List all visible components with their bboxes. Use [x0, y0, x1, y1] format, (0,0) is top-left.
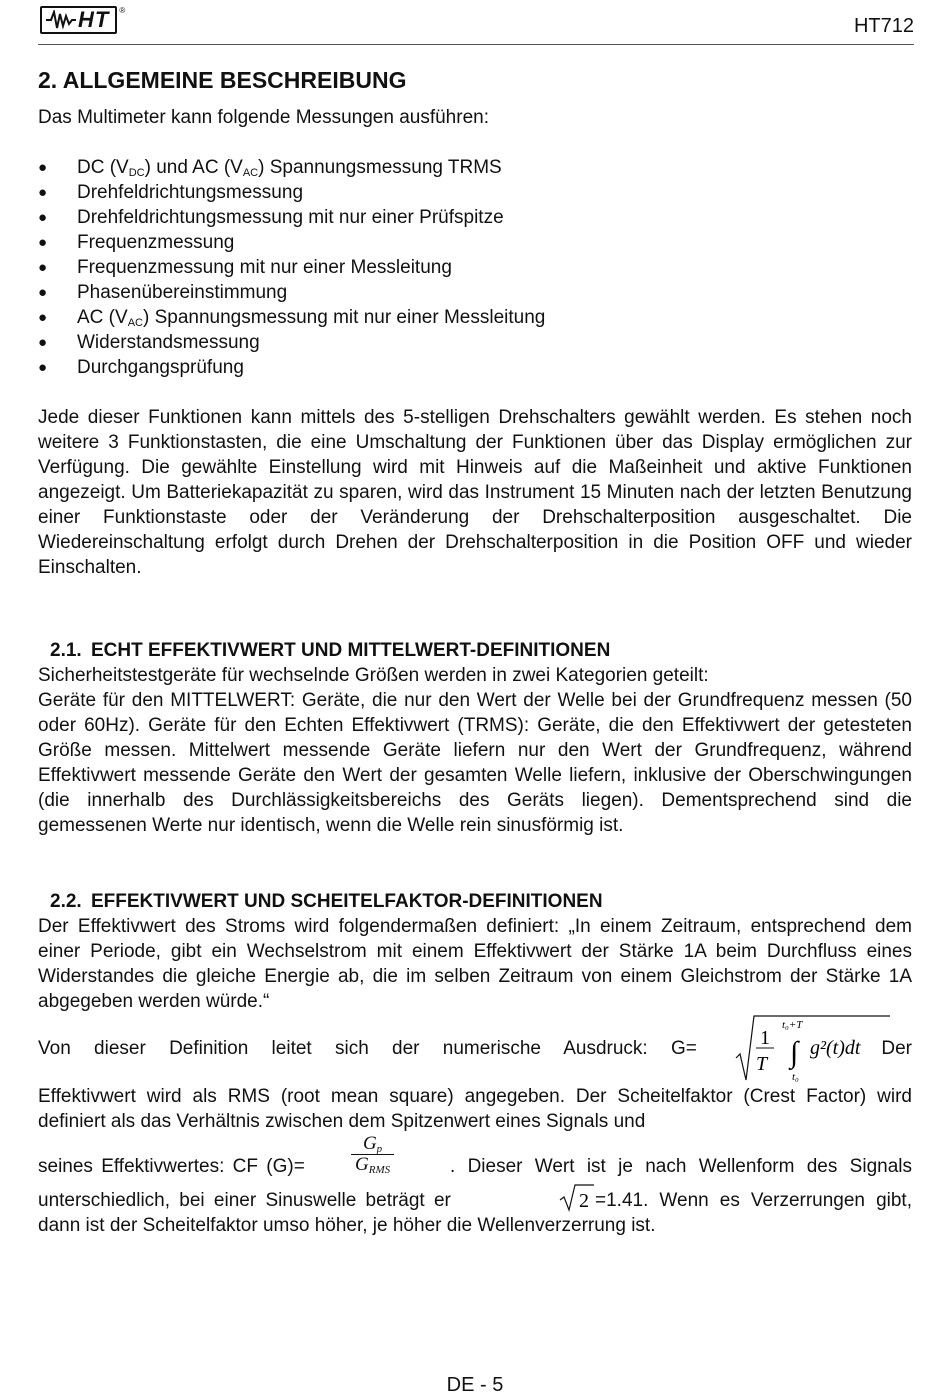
section-title: 2. ALLGEMEINE BESCHREIBUNG	[38, 67, 407, 93]
formula-upper-limit: t₀+T	[782, 1019, 803, 1031]
bullet-icon: ●	[38, 209, 48, 226]
subsection-2-1-title	[38, 638, 912, 663]
bullet-icon: ●	[38, 359, 48, 376]
list-item: ● DC $(V_{DC})$ und AC $(V_{AC})$ Spannungsmessung TRMS	[38, 157, 502, 179]
list-item: ● Phasenübereinstimmung	[38, 282, 288, 303]
bullet-icon: ●	[38, 259, 48, 276]
cf-trail: . Dieser Wert ist je nach Wellenform des Signals	[450, 1156, 912, 1177]
registered-mark: ®	[119, 6, 126, 15]
bullet-icon: ●	[38, 234, 48, 251]
subsection-2-1-line1: Sicherheitstestgeräte für wechselnde Größen werden in zwei Kategorien geteilt:	[38, 665, 709, 686]
subsection-2-2-title	[38, 889, 912, 914]
document-body	[38, 60, 912, 1238]
integral-sign: ∫	[790, 1036, 799, 1069]
subsection-title-text: ECHT EFFEKTIVWERT UND MITTELWERT-DEFINITIONEN	[90, 640, 611, 661]
section-intro: Das Multimeter kann folgende Messungen ausführen:	[38, 107, 489, 128]
subsection-2-1-paragraph: Geräte für den MITTELWERT: Geräte, die nur den Wert der Welle bei der Grundfrequenz messen (50 oder 60Hz). Geräte für den Echten Effektivwert (TRMS): Geräte, die den Effektivwert der getesteten Größe messen. Mittelwert messende Geräte liefern nur den Wert der Grundfrequenz, während Effektivwert messende Geräte den Wert der gesamten Welle liefern, inklusive der Oberschwingungen (die innerhalb des Durchlässigkeitsbereichs des Geräts liegen). Dementsprechend sind die gemessenen Werte nur identisch, wenn die Welle rein sinusförmig ist.	[38, 690, 912, 836]
list-item: ● Widerstandsmessung	[38, 332, 260, 353]
bullet-icon: ●	[38, 309, 48, 326]
list-item: ● Drehfeldrichtungsmessung	[38, 182, 304, 203]
sqrt-value: 2	[579, 1190, 589, 1212]
cf-denominator: G	[355, 1154, 369, 1175]
bullet-icon: ●	[38, 284, 48, 301]
formula-trail: Der	[881, 1038, 912, 1059]
subsection-number: 2.1.	[50, 640, 82, 661]
subsection-number: 2.2.	[50, 891, 82, 912]
formula-lead: Von dieser Definition leitet sich der numerische Ausdruck: G=	[38, 1038, 697, 1059]
formula-integrand: g²(t)dt	[810, 1037, 861, 1059]
subsection-2-2-paragraph1: Der Effektivwert des Stroms wird folgendermaßen definiert: „In einem Zeitraum, entsprechend dem einer Periode, gibt ein Wechselstrom mit einem Effektivwert der Stärke 1A beim Durchfluss eines Widerstandes die gleiche Energie ab, die im selben Zeitraum von einem Gleichstrom der Stärke 1A abgegeben werden würde.“	[38, 916, 912, 1012]
page-header	[38, 0, 914, 45]
logo-text: HT	[78, 7, 110, 32]
measurement-list	[38, 155, 912, 380]
list-item: ● Frequenzmessung	[38, 232, 235, 253]
subsection-title-text: EFFEKTIVWERT UND SCHEITELFAKTOR-DEFINITIONEN	[90, 891, 603, 912]
sqrt-trail: =1.41. Wenn es Verzerrungen gibt,	[595, 1190, 912, 1211]
waveform-icon	[46, 10, 76, 30]
cf-denominator-sub: RMS	[368, 1164, 391, 1176]
subsection-2-2-paragraph2: Effektivwert wird als RMS (root mean square) angegeben. Der Scheitelfaktor (Crest Factor) wird definiert als das Verhältnis zwischen dem Spitzenwert eines Signals und	[38, 1086, 912, 1132]
ht-logo	[40, 6, 125, 34]
sqrt-line	[38, 1188, 912, 1213]
bullet-icon: ●	[38, 334, 48, 351]
rms-formula-line	[38, 1014, 912, 1084]
list-item: ● AC $(V_{AC})$ Spannungsmessung mit nur einer Messleitung	[38, 307, 546, 329]
list-item: ● Frequenzmessung mit nur einer Messleitung	[38, 257, 452, 278]
section-paragraph: Jede dieser Funktionen kann mittels des 5-stelligen Drehschalters gewählt werden. Es stehen noch weitere 3 Funktionstasten, die eine Umschaltung der Funktionen über das Display ermöglichen zur Verfügung. Die gewählte Einstellung wird mit Hinweis auf die Maßeinheit und aktive Funktionen angezeigt. Um Batteriekapazität zu sparen, wird das Instrument 15 Minuten nach der letzten Benutzung einer Funktionstaste oder der Veränderung der Drehschalterposition ausgeschaltet. Die Wiedereinschaltung erfolgt durch Drehen der Drehschalterposition in die Position OFF und wieder Einschalten.	[38, 407, 912, 578]
bullet-icon: ●	[38, 159, 48, 176]
cf-numerator: G	[362, 1133, 377, 1154]
sqrt-lead: unterschiedlich, bei einer Sinuswelle beträgt er	[38, 1190, 451, 1211]
list-item: ● Drehfeldrichtungsmessung mit nur einer Prüfspitze	[38, 207, 504, 228]
formula-T: T	[756, 1053, 768, 1075]
bullet-icon: ●	[38, 184, 48, 201]
page-number: DE - 5	[446, 1374, 504, 1396]
cf-lead: seines Effektivwertes: CF (G)=	[38, 1156, 305, 1177]
cf-numerator-sub: p	[376, 1143, 383, 1155]
model-name: HT712	[853, 15, 914, 37]
list-item: ● Durchgangsprüfung	[38, 357, 244, 378]
subsection-2-2-last-line: dann ist der Scheitelfaktor umso höher, je höher die Wellenverzerrung ist.	[38, 1215, 656, 1236]
sqrt-symbol	[558, 1182, 594, 1212]
rms-formula	[734, 1014, 890, 1084]
crest-factor-fraction	[351, 1134, 394, 1175]
formula-lower-limit: t₀	[792, 1071, 799, 1083]
formula-one: 1	[760, 1027, 770, 1049]
crest-factor-line	[38, 1134, 912, 1188]
